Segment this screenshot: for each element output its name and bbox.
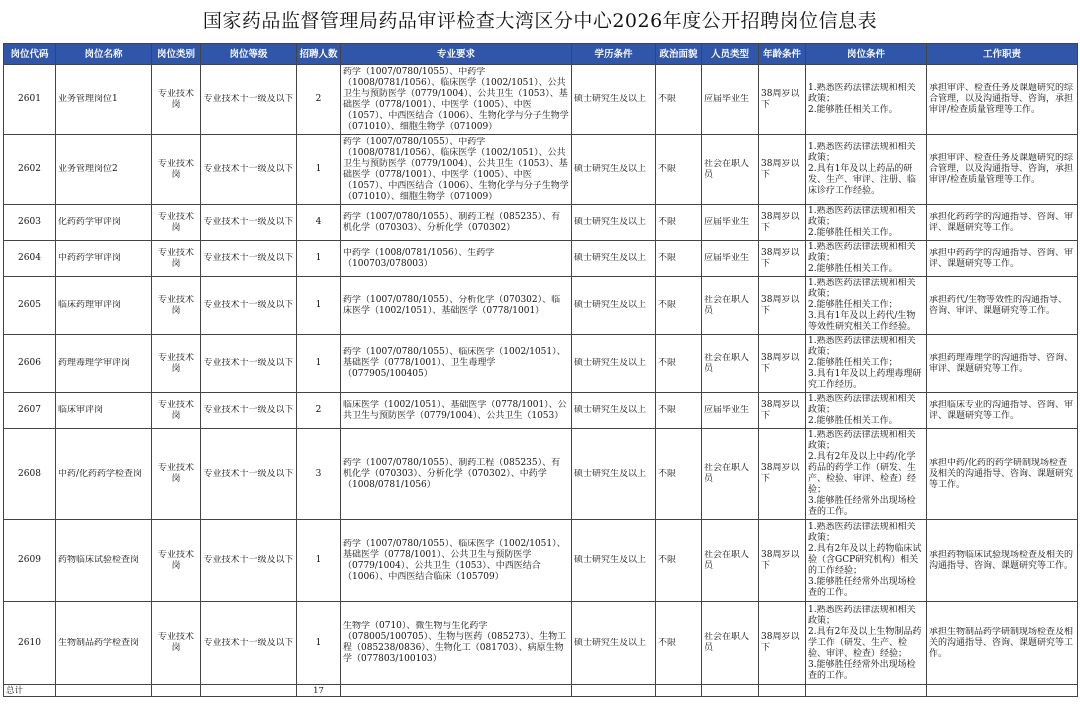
education: 硕士研究生及以上 (574, 555, 647, 565)
col-header: 岗位类别 (152, 44, 201, 65)
age-condition: 38周岁以下 (761, 158, 800, 180)
position-level: 专业技术十一级及以下 (203, 217, 294, 227)
position-level: 专业技术十一级及以下 (203, 555, 294, 565)
hire-count: 1 (315, 358, 322, 368)
education: 硕士研究生及以上 (574, 358, 647, 368)
position-category: 专业技术岗 (157, 463, 194, 484)
col-header: 政治面貌 (656, 44, 702, 65)
age-condition: 38周岁以下 (761, 352, 800, 374)
position-level: 专业技术十一级及以下 (203, 358, 294, 368)
major-requirement: 药学（1007/0780/1055）、中药学（1008/0781/1056）、临床医学（1002/1051）、公共卫生与预防医学（0779/1004）、公共卫生（1053）、基础医学（0778/1001）、中医学（1005）、中医（1057）、中西医结合（1006）、生物化学与分子生物学（071010）、细胞生物学（071009） (343, 66, 569, 132)
table-header-row (4, 44, 1078, 65)
table-row (4, 135, 1078, 205)
hire-count: 3 (315, 468, 322, 479)
recruitment-table (3, 43, 1078, 697)
position-level: 专业技术十一级及以下 (203, 300, 294, 310)
age-condition: 38周岁以下 (761, 247, 800, 269)
age-condition: 38周岁以下 (761, 549, 800, 571)
position-category: 专业技术岗 (157, 632, 194, 653)
col-header: 工作职责 (927, 44, 1078, 65)
personnel-type: 社会在职人员 (704, 352, 750, 374)
personnel-type: 社会在职人员 (704, 158, 750, 180)
major-requirement: 药学（1007/0780/1055）、临床医学（1002/1051）、基础医学（0778/1001）、公共卫生与预防医学（0779/1004）、公共卫生（1053）、中西医结合（1006）、中西医结合临床（105709） (343, 538, 566, 582)
position-category: 专业技术岗 (157, 247, 194, 269)
hire-count: 1 (315, 164, 322, 174)
position-condition: 1.熟悉医药法律法规和相关政策； 2.能够胜任相关工作。 (808, 83, 916, 115)
personnel-type: 应届毕业生 (704, 253, 750, 263)
job-duty: 承担中药药学的沟通指导、咨询、审评、课题研究等工作。 (929, 247, 1074, 269)
position-category: 专业技术岗 (157, 211, 194, 233)
age-condition: 38周岁以下 (761, 399, 800, 421)
personnel-type: 社会在职人员 (704, 549, 750, 571)
col-header: 岗位代码 (4, 44, 56, 65)
political-status: 不限 (658, 253, 677, 263)
position-level: 专业技术十一级及以下 (203, 253, 294, 263)
political-status: 不限 (658, 300, 677, 310)
age-condition: 38周岁以下 (761, 211, 800, 233)
position-level: 专业技术十一级及以下 (203, 94, 294, 104)
major-requirement: 药学（1007/0780/1055）、中药学（1008/0781/1056）、临床医学（1002/1051）、公共卫生与预防医学（0779/1004）、公共卫生（1053）、基础医学（0778/1001）、中医学（1005）、中医（1057）、中西医结合（1006）、生物化学与分子生物学（071010）、细胞生物学（071009） (343, 136, 569, 202)
position-category: 专业技术岗 (157, 294, 194, 316)
col-header: 岗位等级 (201, 44, 297, 65)
position-code: 2610 (18, 637, 41, 648)
position-name: 生物制品药学检查岗 (58, 637, 140, 648)
col-header: 学历条件 (572, 44, 656, 65)
job-duty: 承担药代/生物等效性的沟通指导、咨询、审评、课题研究等工作。 (929, 294, 1068, 316)
col-header: 岗位名称 (56, 44, 152, 65)
job-duty: 承担化药药学的沟通指导、咨询、审评、课题研究等工作。 (929, 211, 1074, 233)
education: 硕士研究生及以上 (574, 300, 647, 310)
position-code: 2607 (18, 405, 41, 415)
major-requirement: 药学（1007/0780/1055）、临床医学（1002/1051）、基础医学（0778/1001）、卫生毒理学（077905/100405） (343, 347, 566, 379)
table-row (4, 205, 1078, 241)
hire-count: 1 (315, 253, 322, 263)
education: 硕士研究生及以上 (574, 217, 647, 227)
position-code: 2605 (18, 300, 41, 310)
position-condition: 1.熟悉医药法律法规和相关政策； 2.具有2年及以上中药/化学药品的药学工作（研发、生产、检验、审评、检查）经验； 3.能够胜任经常外出现场检查的工作。 (808, 430, 917, 517)
job-duty: 承担审评、检查任务及课题研究的综合管理，以及沟通指导、咨询，承担审评/检查质量管理等工作。 (929, 153, 1074, 185)
position-condition: 1.熟悉医药法律法规和相关政策； 2.能够胜任相关工作。 (808, 394, 916, 426)
position-category: 专业技术岗 (157, 399, 194, 421)
major-requirement: 药学（1007/0780/1055）、制药工程（085235）、有机化学（070303）、分析化学（070302） (343, 211, 561, 233)
job-duty: 承担中药/化药的药学研制现场检查及相关的沟通指导、咨询、课题研究等工作。 (929, 457, 1074, 490)
position-condition: 1.熟悉医药法律法规和相关政策； 2.能够胜任相关工作； 3.具有1年及以上药理毒理研究工作经历。 (808, 336, 922, 390)
major-requirement: 中药学（1008/0781/1056）、生药学（100703/078003） (343, 247, 495, 269)
hire-count: 2 (315, 94, 322, 104)
political-status: 不限 (658, 164, 677, 174)
position-name: 中药/化药药学检查岗 (58, 468, 143, 479)
education: 硕士研究生及以上 (574, 94, 647, 104)
hire-count: 1 (315, 555, 322, 565)
political-status: 不限 (658, 405, 677, 415)
position-code: 2604 (18, 253, 41, 263)
position-code: 2601 (18, 94, 41, 104)
position-level: 专业技术十一级及以下 (203, 468, 294, 479)
personnel-type: 社会在职人员 (704, 294, 750, 316)
personnel-type: 应届毕业生 (704, 217, 750, 227)
job-duty: 承担药理毒理学的沟通指导、咨询、审评、课题研究等工作。 (929, 352, 1074, 374)
col-header: 人员类型 (702, 44, 759, 65)
education: 硕士研究生及以上 (574, 405, 647, 415)
education: 硕士研究生及以上 (574, 468, 647, 479)
table-row (4, 241, 1078, 277)
position-name: 业务管理岗位1 (58, 94, 118, 104)
col-header: 专业要求 (341, 44, 572, 65)
age-condition: 38周岁以下 (761, 632, 800, 653)
position-condition: 1.熟悉医药法律法规和相关政策； 2.能够胜任相关工作。 (808, 242, 916, 274)
table-row (4, 277, 1078, 335)
job-duty: 承担临床专业的沟通指导、咨询、审评、课题研究等工作。 (929, 399, 1074, 421)
major-requirement: 临床医学（1002/1051）、基础医学（0778/1001）、公共卫生与预防医学（0779/1004）、公共卫生（1053） (343, 399, 567, 421)
personnel-type: 社会在职人员 (704, 632, 750, 653)
position-code: 2609 (18, 555, 41, 565)
total-row (4, 685, 1078, 697)
position-category: 专业技术岗 (157, 88, 194, 110)
table-row (4, 335, 1078, 393)
major-requirement: 药学（1007/0780/1055）、分析化学（070302）、临床医学（1002/1051）、基础医学（0778/1001） (343, 294, 561, 316)
political-status: 不限 (658, 468, 677, 479)
position-name: 临床审评岗 (58, 405, 104, 415)
hire-count: 1 (315, 637, 322, 648)
political-status: 不限 (658, 637, 677, 648)
position-category: 专业技术岗 (157, 352, 194, 374)
position-condition: 1.熟悉医药法律法规和相关政策； 2.具有1年及以上药品的研发、生产、审评、注册、临床诊疗工作经验。 (808, 142, 917, 196)
table-row (4, 393, 1078, 429)
position-code: 2608 (18, 468, 41, 479)
position-condition: 1.熟悉医药法律法规和相关政策； 2.具有2年及以上生物制品药学工作（研发、生产、检验、审评、检查）经验； 3.能够胜任经常外出现场检查的工作。 (808, 604, 922, 681)
table-row (4, 602, 1078, 685)
personnel-type: 应届毕业生 (704, 405, 750, 415)
hire-count: 1 (315, 300, 322, 310)
position-level: 专业技术十一级及以下 (203, 405, 294, 415)
position-code: 2603 (18, 217, 41, 227)
col-header: 岗位条件 (806, 44, 927, 65)
hire-count: 2 (315, 405, 322, 415)
position-code: 2602 (18, 164, 41, 174)
table-row (4, 65, 1078, 135)
position-name: 化药药学审评岗 (58, 217, 122, 227)
hire-count: 4 (315, 217, 322, 227)
job-duty: 承担生物制品药学研制现场检查及相关的沟通指导、咨询、课题研究等工作。 (929, 626, 1074, 659)
political-status: 不限 (658, 217, 677, 227)
major-requirement: 生物学（0710）、微生物与生化药学（078005/100705）、生物与医药（085273）、生物工程（085238/0836）、生物化工（081703）、病原生物学（077803/100103） (343, 621, 567, 664)
age-condition: 38周岁以下 (761, 463, 800, 484)
position-category: 专业技术岗 (157, 158, 194, 180)
col-header: 招聘人数 (297, 44, 341, 65)
position-name: 药理毒理学审评岗 (58, 358, 131, 368)
education: 硕士研究生及以上 (574, 637, 647, 648)
position-condition: 1.熟悉医药法律法规和相关政策； 2.能够胜任相关工作； 3.具有1年及以上药代/生物等效性研究相关工作经验。 (808, 278, 917, 332)
age-condition: 38周岁以下 (761, 294, 800, 316)
table-row (4, 429, 1078, 520)
position-category: 专业技术岗 (157, 549, 194, 571)
political-status: 不限 (658, 555, 677, 565)
education: 硕士研究生及以上 (574, 164, 647, 174)
position-level: 专业技术十一级及以下 (203, 164, 294, 174)
position-name: 临床药理审评岗 (58, 300, 122, 310)
job-duty: 承担审评、检查任务及课题研究的综合管理，以及沟通指导、咨询，承担审评/检查质量管理等工作。 (929, 83, 1074, 115)
total-label: 总计 (4, 685, 56, 697)
table-row (4, 520, 1078, 602)
position-level: 专业技术十一级及以下 (203, 637, 294, 648)
political-status: 不限 (658, 94, 677, 104)
col-header: 年龄条件 (759, 44, 806, 65)
position-condition: 1.熟悉医药法律法规和相关政策； 2.能够胜任相关工作。 (808, 206, 916, 238)
personnel-type: 应届毕业生 (704, 94, 750, 104)
education: 硕士研究生及以上 (574, 253, 647, 263)
page-title: 国家药品监督管理局药品审评检查大湾区分中心2026年度公开招聘岗位信息表 (202, 10, 878, 32)
position-condition: 1.熟悉医药法律法规和相关政策； 2.具有2年及以上药物临床试验（含GCP研究机构）相关的工作经验； 3.能够胜任经常外出现场检查的工作。 (808, 522, 922, 598)
political-status: 不限 (658, 358, 677, 368)
position-name: 业务管理岗位2 (58, 164, 118, 174)
total-count: 17 (297, 685, 341, 697)
age-condition: 38周岁以下 (761, 88, 800, 110)
position-name: 药物临床试验检查岗 (58, 555, 140, 565)
position-name: 中药药学审评岗 (58, 253, 122, 263)
personnel-type: 社会在职人员 (704, 463, 750, 484)
position-code: 2606 (18, 358, 41, 368)
major-requirement: 药学（1007/0780/1055）、制药工程（085235）、有机化学（070303）、分析化学（070302）、中药学（1008/0781/1056） (343, 457, 561, 490)
job-duty: 承担药物临床试验现场检查及相关的沟通指导、咨询、课题研究等工作。 (929, 549, 1074, 571)
